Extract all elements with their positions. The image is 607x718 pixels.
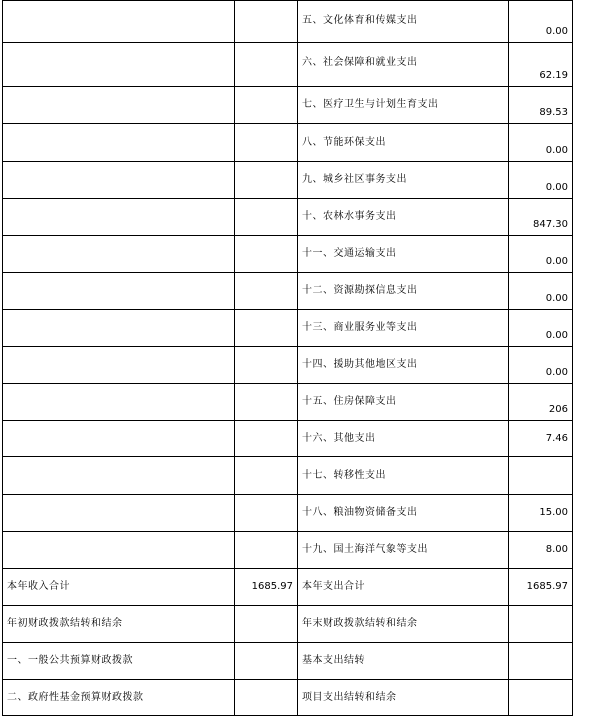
table-row: [3, 643, 573, 680]
income-total-label: 本年收入合计: [3, 569, 235, 606]
expense-label: 七、医疗卫生与计划生育支出: [298, 87, 509, 124]
expense-value: 0.00: [509, 236, 573, 273]
table-row: [3, 457, 573, 495]
expense-label: 十一、交通运输支出: [298, 236, 509, 273]
carryover-right-value: [509, 643, 573, 680]
expense-label: 十二、资源勘探信息支出: [298, 273, 509, 310]
expense-label: 十三、商业服务业等支出: [298, 310, 509, 347]
expense-label: 十、农林水事务支出: [298, 199, 509, 236]
income-value-cell: [235, 347, 298, 384]
carryover-right-label: 项目支出结转和结余: [298, 680, 509, 716]
income-value-cell: [235, 43, 298, 87]
income-label-cell: [3, 236, 235, 273]
table-row: [3, 384, 573, 421]
expense-label: 九、城乡社区事务支出: [298, 162, 509, 199]
expense-value: 0.00: [509, 273, 573, 310]
expense-value: 0.00: [509, 347, 573, 384]
income-total-value: 1685.97: [235, 569, 298, 606]
carryover-left-value: [235, 643, 298, 680]
income-label-cell: [3, 43, 235, 87]
income-label-cell: [3, 347, 235, 384]
table-row: [3, 347, 573, 384]
expense-label: 五、文化体育和传媒支出: [298, 1, 509, 43]
expense-total-value: 1685.97: [509, 569, 573, 606]
expense-total-label: 本年支出合计: [298, 569, 509, 606]
carryover-right-label: 基本支出结转: [298, 643, 509, 680]
expense-label: 十九、国土海洋气象等支出: [298, 532, 509, 569]
expense-label: 十七、转移性支出: [298, 457, 509, 495]
expense-label: 六、社会保障和就业支出: [298, 43, 509, 87]
carryover-left-label: 二、政府性基金预算财政拨款: [3, 680, 235, 716]
income-value-cell: [235, 1, 298, 43]
carryover-right-value: [509, 680, 573, 716]
table-row: [3, 43, 573, 87]
income-value-cell: [235, 162, 298, 199]
expense-value: 206: [509, 384, 573, 421]
income-value-cell: [235, 273, 298, 310]
expense-value: 62.19: [509, 43, 573, 87]
carryover-left-value: [235, 606, 298, 643]
table-row: [3, 532, 573, 569]
table-row: [3, 273, 573, 310]
expense-value: 0.00: [509, 124, 573, 162]
income-label-cell: [3, 1, 235, 43]
expense-label: 十五、住房保障支出: [298, 384, 509, 421]
carryover-left-label: 年初财政拨款结转和结余: [3, 606, 235, 643]
income-value-cell: [235, 87, 298, 124]
budget-table: [2, 0, 573, 716]
table-row: [3, 124, 573, 162]
table-row: [3, 421, 573, 457]
income-value-cell: [235, 310, 298, 347]
expense-value: 0.00: [509, 310, 573, 347]
expense-label: 八、节能环保支出: [298, 124, 509, 162]
income-value-cell: [235, 421, 298, 457]
expense-label: 十八、粮油物资储备支出: [298, 495, 509, 532]
table-row: [3, 236, 573, 273]
expense-value: 847.30: [509, 199, 573, 236]
income-label-cell: [3, 495, 235, 532]
income-value-cell: [235, 384, 298, 421]
expense-value: 89.53: [509, 87, 573, 124]
table-row: [3, 680, 573, 716]
totals-row: [3, 569, 573, 606]
income-value-cell: [235, 236, 298, 273]
table-row: [3, 162, 573, 199]
income-label-cell: [3, 310, 235, 347]
income-label-cell: [3, 124, 235, 162]
table-row: [3, 199, 573, 236]
income-label-cell: [3, 457, 235, 495]
expense-value: [509, 457, 573, 495]
income-value-cell: [235, 532, 298, 569]
carryover-right-value: [509, 606, 573, 643]
income-label-cell: [3, 273, 235, 310]
expense-value: 7.46: [509, 421, 573, 457]
table-row: [3, 87, 573, 124]
income-label-cell: [3, 384, 235, 421]
expense-value: 15.00: [509, 495, 573, 532]
income-label-cell: [3, 532, 235, 569]
income-label-cell: [3, 87, 235, 124]
carryover-right-label: 年末财政拨款结转和结余: [298, 606, 509, 643]
carryover-left-label: 一、一般公共预算财政拨款: [3, 643, 235, 680]
table-row: [3, 310, 573, 347]
table-row: [3, 606, 573, 643]
table-row: [3, 1, 573, 43]
income-value-cell: [235, 199, 298, 236]
table-row: [3, 495, 573, 532]
income-label-cell: [3, 199, 235, 236]
expense-label: 十六、其他支出: [298, 421, 509, 457]
expense-value: 0.00: [509, 1, 573, 43]
expense-label: 十四、援助其他地区支出: [298, 347, 509, 384]
carryover-left-value: [235, 680, 298, 716]
income-value-cell: [235, 495, 298, 532]
income-value-cell: [235, 124, 298, 162]
income-value-cell: [235, 457, 298, 495]
income-label-cell: [3, 421, 235, 457]
expense-value: 8.00: [509, 532, 573, 569]
income-label-cell: [3, 162, 235, 199]
expense-value: 0.00: [509, 162, 573, 199]
